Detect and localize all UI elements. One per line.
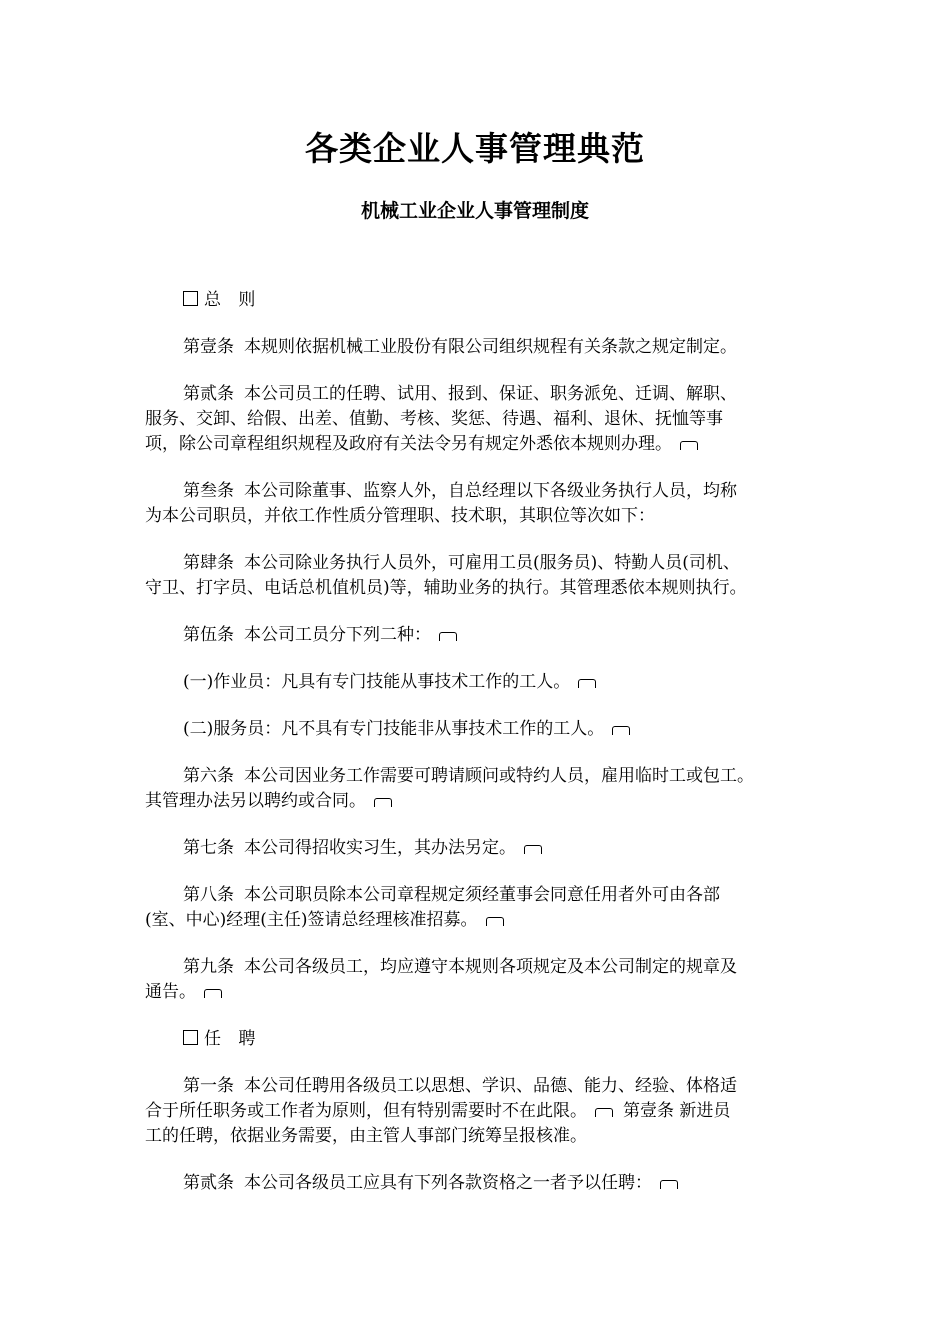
article-8: 第八条 本公司职员除本公司章程规定须经董事会同意任用者外可由各部 (室、中心)经理(主任)签请总经理核准招募。 bbox=[145, 885, 720, 930]
return-mark-icon bbox=[524, 845, 542, 854]
return-mark-icon bbox=[595, 1108, 613, 1117]
page-title: 各类企业人事管理典范 bbox=[305, 129, 645, 168]
return-mark-icon bbox=[486, 917, 504, 926]
section-heading-general: 总 则 bbox=[145, 288, 835, 313]
article-1: 第壹条 本规则依据机械工业股份有限公司组织规程有关条款之规定制定。 bbox=[183, 337, 737, 357]
return-mark-icon bbox=[439, 632, 457, 641]
document-body bbox=[145, 288, 835, 1218]
checkbox-icon bbox=[183, 291, 198, 306]
article-10: 第一条 本公司任聘用各级员工以思想、学识、品德、能力、经验、体格适 合于所任职务或工作者为原则，但有特别需要时不在此限。 第壹条 新进员 工的任聘，依据业务需要，由主管人事部门统筹呈报核准。 bbox=[145, 1076, 737, 1146]
article-7: 第七条 本公司得招收实习生，其办法另定。 bbox=[145, 836, 835, 861]
return-mark-icon bbox=[660, 1180, 678, 1189]
article-11: 第贰条 本公司各级员工应具有下列各款资格之一者予以任聘： bbox=[145, 1171, 835, 1196]
section-heading-appointment: 任 聘 bbox=[145, 1027, 835, 1052]
article-3: 第叁条 本公司除董事、监察人外，自总经理以下各级业务执行人员，均称 为本公司职员，并依工作性质分管理职、技术职，其职位等次如下： bbox=[145, 481, 737, 526]
article-6: 第六条 本公司因业务工作需要可聘请顾问或特约人员，雇用临时工或包工。 其管理办法另以聘约或合同。 bbox=[145, 766, 754, 811]
article-4: 第肆条 本公司除业务执行人员外，可雇用工员(服务员)、特勤人员(司机、 守卫、打字员、电话总机值机员)等，辅助业务的执行。其管理悉依本规则执行。 bbox=[145, 553, 747, 598]
return-mark-icon bbox=[578, 679, 596, 688]
return-mark-icon bbox=[374, 798, 392, 807]
return-mark-icon bbox=[612, 726, 630, 735]
return-mark-icon bbox=[680, 441, 698, 450]
list-item-2: (二)服务员：凡不具有专门技能非从事技术工作的工人。 bbox=[145, 717, 835, 742]
article-5: 第伍条 本公司工员分下列二种： bbox=[145, 623, 835, 648]
page-subtitle: 机械工业企业人事管理制度 bbox=[360, 200, 589, 222]
article-2: 第贰条 本公司员工的任聘、试用、报到、保证、职务派免、迁调、解职、 服务、交卸、给假、出差、值勤、考核、奖惩、待遇、福利、退休、抚恤等事 项，除公司章程组织规程及政府有关法令另有规定外悉依本规则办理。 bbox=[145, 384, 737, 454]
checkbox-icon bbox=[183, 1030, 198, 1045]
article-9: 第九条 本公司各级员工，均应遵守本规则各项规定及本公司制定的规章及 通告。 bbox=[145, 957, 737, 1002]
return-mark-icon bbox=[204, 989, 222, 998]
list-item-1: (一)作业员：凡具有专门技能从事技术工作的工人。 bbox=[145, 670, 835, 695]
